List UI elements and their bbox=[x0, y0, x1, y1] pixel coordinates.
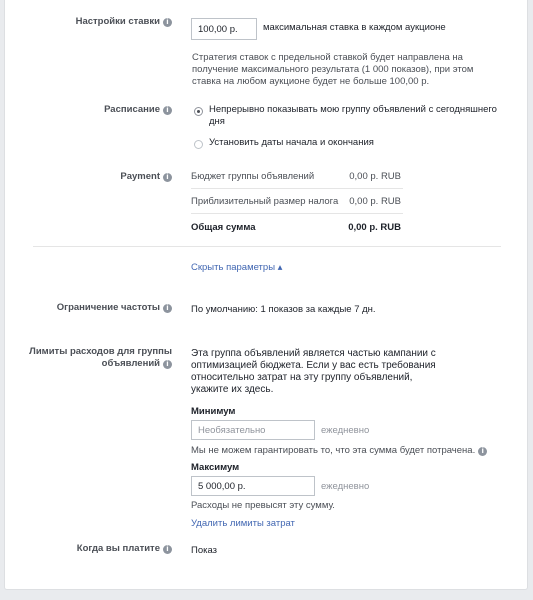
payment-total-name: Общая сумма bbox=[191, 222, 256, 233]
max-label: Максимум bbox=[191, 462, 240, 473]
bid-suffix: максимальная ставка в каждом аукционе bbox=[263, 22, 446, 33]
when-you-pay-label-text: Когда вы платите bbox=[76, 543, 160, 554]
spend-limits-description-line: укажите их здесь. bbox=[191, 384, 274, 395]
spend-limits-label-line: объявлений bbox=[101, 358, 160, 369]
bid-description-line: получение максимального результата (1 000 показов), при этом bbox=[192, 64, 474, 75]
spend-limits-label bbox=[12, 346, 172, 370]
info-icon[interactable]: i bbox=[478, 447, 487, 456]
info-icon[interactable]: i bbox=[163, 545, 172, 554]
info-icon[interactable]: i bbox=[163, 173, 172, 182]
spend-limits-description-line: оптимизацией бюджета. Если у вас есть требования bbox=[191, 360, 436, 371]
payment-label bbox=[12, 171, 172, 183]
max-spend-input[interactable] bbox=[191, 476, 315, 496]
schedule-dates-radio[interactable] bbox=[194, 140, 203, 149]
frequency-cap-label bbox=[12, 302, 172, 314]
payment-row-name: Приблизительный размер налога bbox=[191, 196, 339, 207]
min-spend-input[interactable] bbox=[191, 420, 315, 440]
bid-settings-label bbox=[12, 16, 172, 28]
scrollbar-track[interactable] bbox=[529, 0, 533, 600]
section-divider bbox=[33, 246, 501, 247]
remove-spend-limits-link[interactable]: Удалить лимиты затрат bbox=[191, 518, 295, 529]
spend-limits-description-line: Эта группа объявлений является частью кампании с bbox=[191, 348, 436, 359]
schedule-continuous-radio[interactable] bbox=[194, 107, 203, 116]
schedule-option-line: дня bbox=[209, 116, 225, 127]
payment-row-name: Бюджет группы объявлений bbox=[191, 171, 315, 182]
info-icon[interactable]: i bbox=[163, 106, 172, 115]
min-label: Минимум bbox=[191, 406, 236, 417]
max-note: Расходы не превысят эту сумму. bbox=[191, 500, 335, 511]
bid-strategy-description bbox=[192, 52, 512, 88]
max-suffix: ежедневно bbox=[321, 481, 370, 492]
spend-limits-description-line: относительно затрат на эту группу объявлений, bbox=[191, 372, 413, 383]
info-icon[interactable]: i bbox=[163, 18, 172, 27]
min-note-text: Мы не можем гарантировать то, что эта сумма будет потрачена. bbox=[191, 445, 476, 456]
when-you-pay-value: Показ bbox=[191, 545, 218, 556]
schedule-option-line: Непрерывно показывать мою группу объявлений с сегодняшнего bbox=[209, 104, 497, 115]
frequency-cap-label-text: Ограничение частоты bbox=[56, 302, 160, 313]
info-icon[interactable]: i bbox=[163, 304, 172, 313]
schedule-dates-label[interactable]: Установить даты начала и окончания bbox=[209, 137, 374, 148]
payment-divider bbox=[191, 188, 403, 189]
payment-label-text: Payment bbox=[120, 171, 160, 182]
spend-limits-description bbox=[191, 348, 511, 396]
bid-description-line: ставка на любом аукционе будет не больше 100,00 р. bbox=[192, 76, 430, 87]
payment-row-value: 0,00 р. RUB bbox=[349, 171, 401, 182]
bid-settings-label-text: Настройки ставки bbox=[75, 16, 160, 27]
schedule-label-text: Расписание bbox=[104, 104, 160, 115]
bid-amount-input[interactable] bbox=[191, 18, 257, 40]
schedule-continuous-label[interactable] bbox=[209, 104, 519, 128]
bid-description-line: Стратегия ставок с предельной ставкой будет направлена на bbox=[192, 52, 463, 63]
min-note bbox=[191, 445, 511, 457]
hide-parameters-link[interactable]: Скрыть параметры ▴ bbox=[191, 262, 283, 273]
ad-set-settings-panel bbox=[4, 0, 528, 590]
payment-row-value: 0,00 р. RUB bbox=[349, 196, 401, 207]
payment-total-value: 0,00 р. RUB bbox=[348, 222, 401, 233]
when-you-pay-label bbox=[12, 543, 172, 555]
frequency-cap-value: По умолчанию: 1 показов за каждые 7 дн. bbox=[191, 304, 376, 315]
spend-limits-label-line: Лимиты расходов для группы bbox=[29, 346, 172, 357]
payment-divider bbox=[191, 213, 403, 214]
info-icon[interactable]: i bbox=[163, 360, 172, 369]
min-suffix: ежедневно bbox=[321, 425, 370, 436]
schedule-label bbox=[12, 104, 172, 116]
